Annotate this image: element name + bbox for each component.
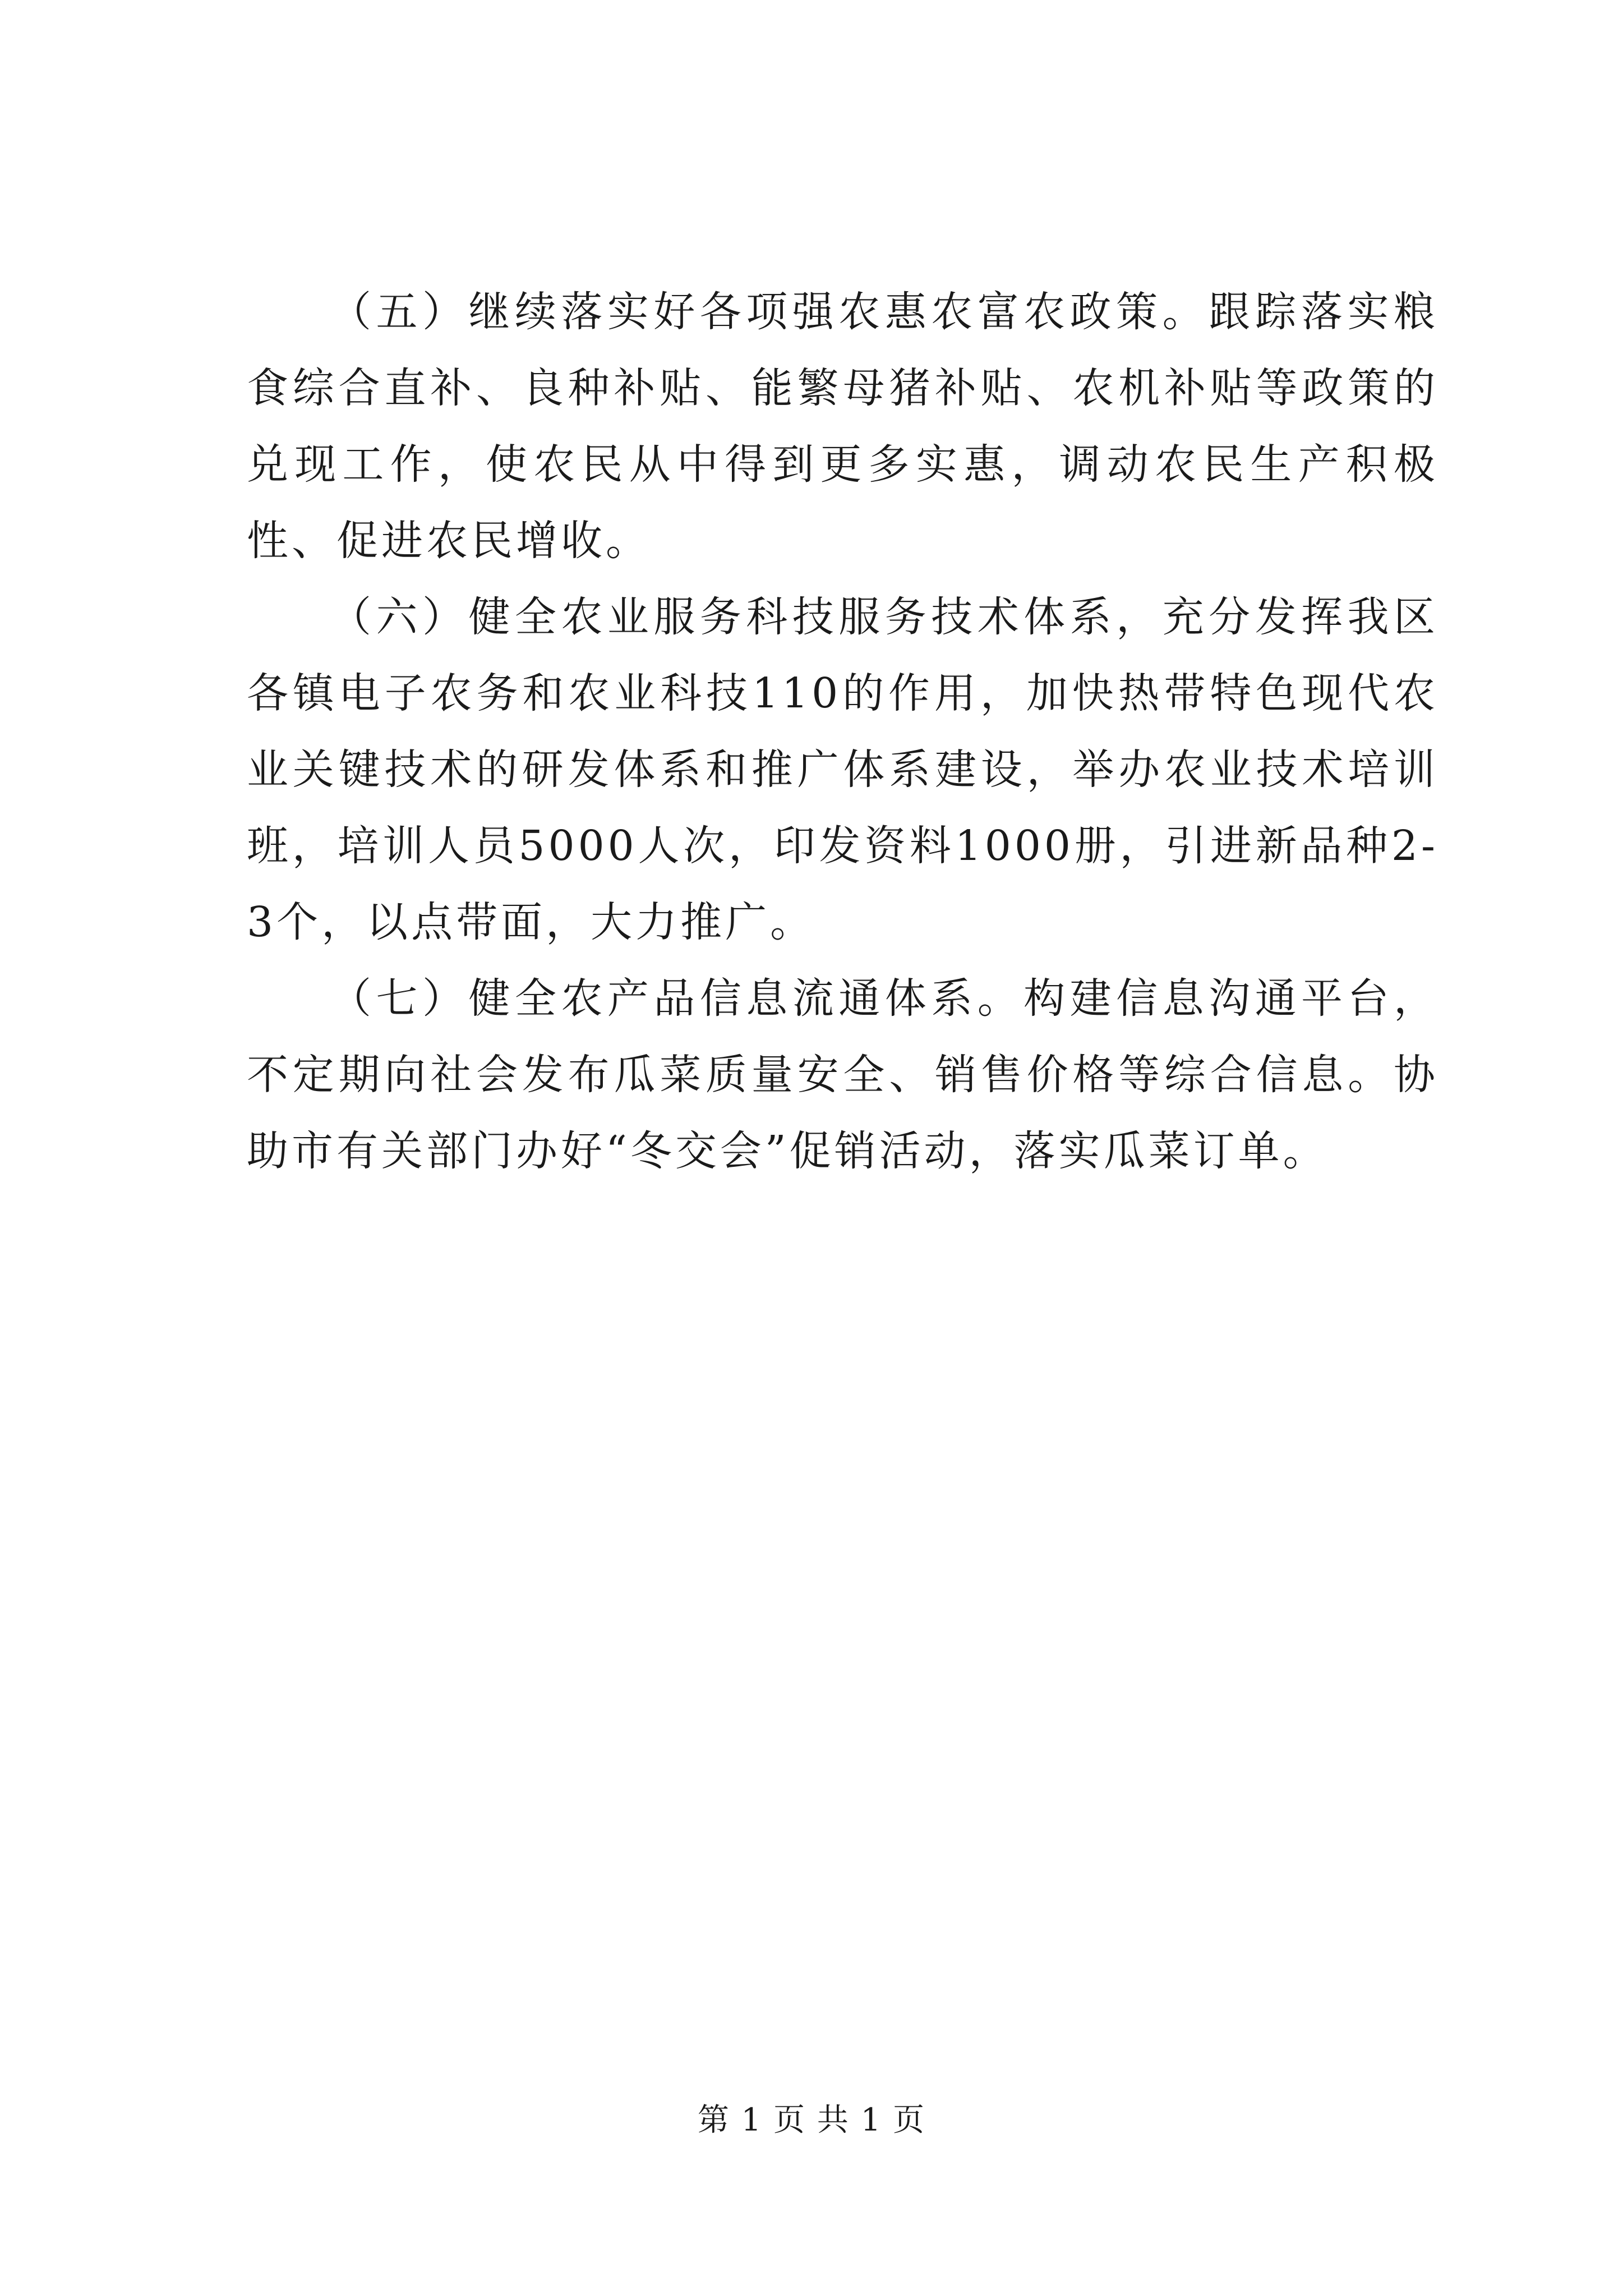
page-number: 第 1 页 共 1 页 <box>697 2102 926 2138</box>
page-footer <box>0 2098 1623 2143</box>
paragraph-6: （六）健全农业服务科技服务技术体系，充分发挥我区各镇电子农务和农业科技110的作用，加快热带特色现代农业关键技术的研发体系和推广体系建设，举办农业技术培训班，培训人员5000人次，印发资料1000册，引进新品种2-3个，以点带面，大力推广。 <box>247 593 1438 946</box>
paragraph-7: （七）健全农产品信息流通体系。构建信息沟通平台，不定期向社会发布瓜菜质量安全、销售价格等综合信息。协助市有关部门办好“冬交会”促销活动，落实瓜菜订单。 <box>247 974 1438 1175</box>
document-body <box>247 274 1438 1189</box>
paragraph-5: （五）继续落实好各项强农惠农富农政策。跟踪落实粮食综合直补、良种补贴、能繁母猪补贴、农机补贴等政策的兑现工作，使农民从中得到更多实惠，调动农民生产积极性、促进农民增收。 <box>247 288 1438 565</box>
